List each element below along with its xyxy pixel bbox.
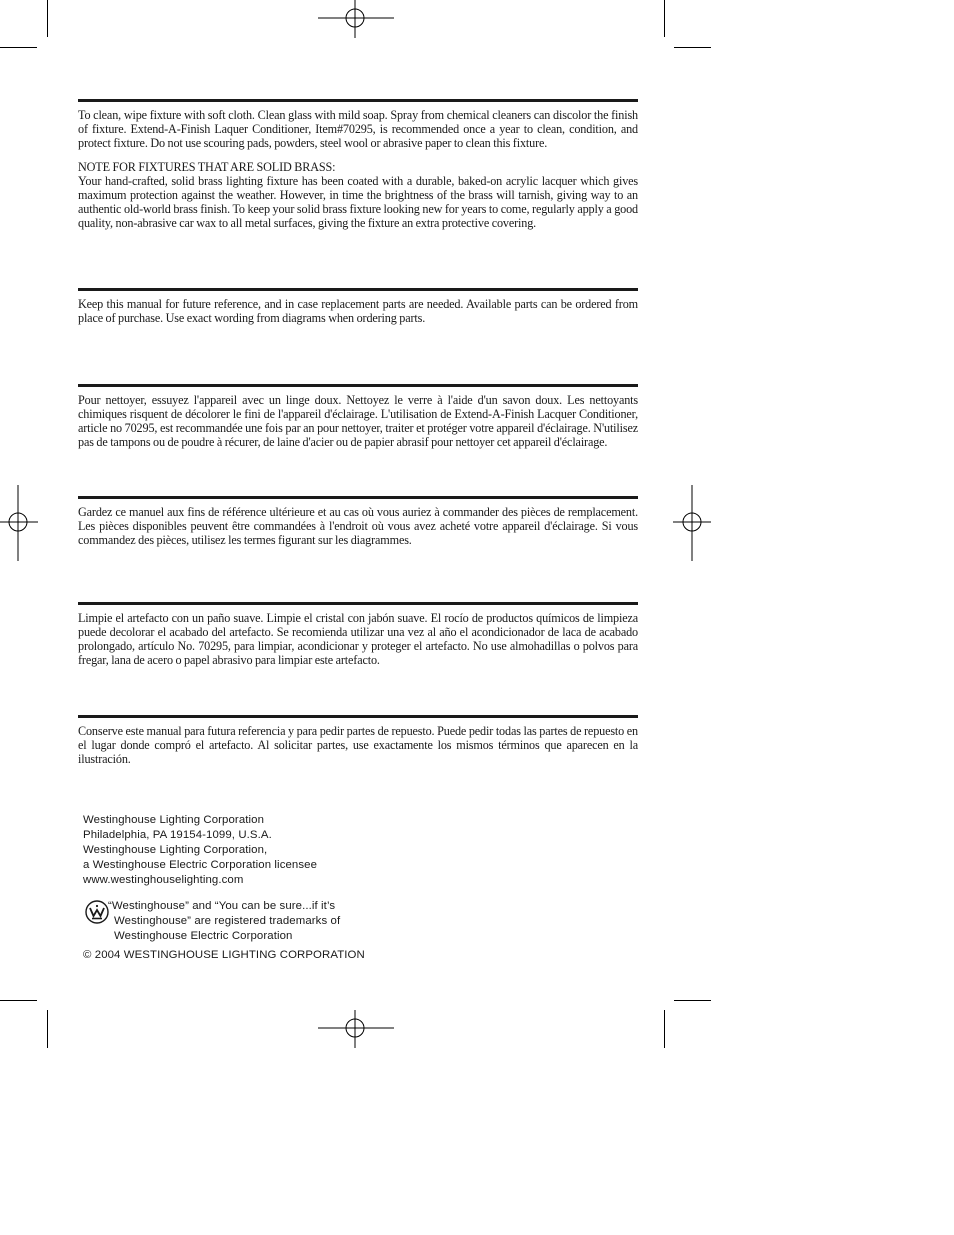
company-footer: [83, 813, 413, 963]
company-address: Philadelphia, PA 19154-1099, U.S.A.: [83, 829, 272, 841]
section-parts-english: [78, 288, 638, 325]
registration-mark-top: [318, 0, 394, 38]
licensee-line-1: Westinghouse Lighting Corporation,: [83, 844, 268, 856]
crop-mark-top-right-h: [674, 47, 711, 48]
parts-paragraph: Gardez ce manuel aux fins de référence ultérieure et au cas où vous auriez à commander des pièces de remplacement. Les pièces disponibles peuvent être commandées à l'endroit où vous avez acheté votre appareil d'éclairage. Si vous commandez des pièces, utilisez les termes figurant sur les diagrammes.: [78, 505, 638, 547]
care-paragraph: Limpie el artefacto con un paño suave. Limpie el cristal con jabón suave. El rocío de productos químicos de limpieza puede decolorar el acabado del artefacto. Se recomienda utilizar una vez al año el acondicionador de laca de acabado prolongado, artículo No. 70295, para limpiar, acondicionar y proteger el artefacto. No use almohadillas o polvos para fregar, lana de acero o papel abrasivo para limpiar este artefacto.: [78, 611, 638, 667]
company-name: Westinghouse Lighting Corporation: [83, 814, 265, 826]
section-care-spanish: [78, 602, 638, 667]
parts-paragraph: Conserve este manual para futura referencia y para pedir partes de repuesto. Puede pedir todas las partes de repuesto en el lugar donde compró el artefacto. Al solicitar partes, use exactamente los mismos términos que aparecen en la ilustración.: [78, 724, 638, 766]
trademark-line-2: Westinghouse” are registered trademarks of: [114, 915, 341, 927]
section-rule: [78, 99, 638, 102]
trademark-block: [83, 899, 413, 944]
section-rule: [78, 384, 638, 387]
crop-mark-top-left-h: [0, 47, 37, 48]
section-care-french: [78, 384, 638, 449]
trademark-line-1: “Westinghouse” and “You can be sure...if it’s: [108, 900, 336, 912]
section-rule: [78, 602, 638, 605]
registration-mark-left: [0, 485, 38, 561]
section-rule: [78, 288, 638, 291]
trademark-line-3: Westinghouse Electric Corporation: [114, 930, 293, 942]
website-link: www.westinghouselighting.com: [83, 874, 244, 886]
crop-mark-bottom-right-v: [664, 1010, 665, 1048]
registration-mark-right: [673, 485, 711, 561]
solid-brass-paragraph: Your hand-crafted, solid brass lighting fixture has been coated with a durable, baked-on acrylic lacquer which gives maximum protection against the weather. However, in time the brightness of the brass will tarnish, giving way to an authentic old-world brass finish. To keep your solid brass fixture looking new for years to come, regularly apply a good quality, non-abrasive car wax to all metal surfaces, giving the fixture an extra protective covering.: [78, 174, 638, 230]
crop-mark-bottom-right-h: [674, 1000, 711, 1001]
crop-mark-bottom-left-h: [0, 1000, 37, 1001]
note-heading: NOTE FOR FIXTURES THAT ARE SOLID BRASS:: [78, 160, 336, 174]
section-care-english: [78, 99, 638, 230]
care-paragraph: Pour nettoyer, essuyez l'appareil avec un linge doux. Nettoyez le verre à l'aide d'un savon doux. Les nettoyants chimiques risquent de décolorer le fini de l'appareil d'éclairage. L'utilisation de Extend-A-Finish Lacquer Conditioner, article no 70295, est recommandée une fois par an pour nettoyer, traiter et protéger votre appareil d'éclairage. N'utilisez pas de tampons ou de poudre à récurer, de laine d'acier ou de papier abrasif pour nettoyer cet appareil d'éclairage.: [78, 393, 638, 449]
crop-mark-top-right-v: [664, 0, 665, 37]
section-parts-spanish: [78, 715, 638, 766]
parts-paragraph: Keep this manual for future reference, and in case replacement parts are needed. Available parts can be ordered from place of purchase. Use exact wording from diagrams when ordering parts.: [78, 297, 638, 325]
copyright-notice: © 2004 WESTINGHOUSE LIGHTING CORPORATION: [83, 949, 365, 961]
section-parts-french: [78, 496, 638, 547]
crop-mark-bottom-left-v: [47, 1010, 48, 1048]
care-paragraph: To clean, wipe fixture with soft cloth. Clean glass with mild soap. Spray from chemical cleaners can discolor the finish of fixture. Extend-A-Finish Laquer Conditioner, Item#70295, is recommended once a year to clean, condition, and protect fixture. Do not use scouring pads, powders, steel wool or abrasive paper to clean this fixture.: [78, 108, 638, 150]
licensee-line-2: a Westinghouse Electric Corporation licensee: [83, 859, 318, 871]
section-rule: [78, 715, 638, 718]
registration-mark-bottom: [318, 1010, 394, 1048]
westinghouse-logo-icon: [85, 900, 109, 924]
section-rule: [78, 496, 638, 499]
crop-mark-top-left-v: [47, 0, 48, 37]
